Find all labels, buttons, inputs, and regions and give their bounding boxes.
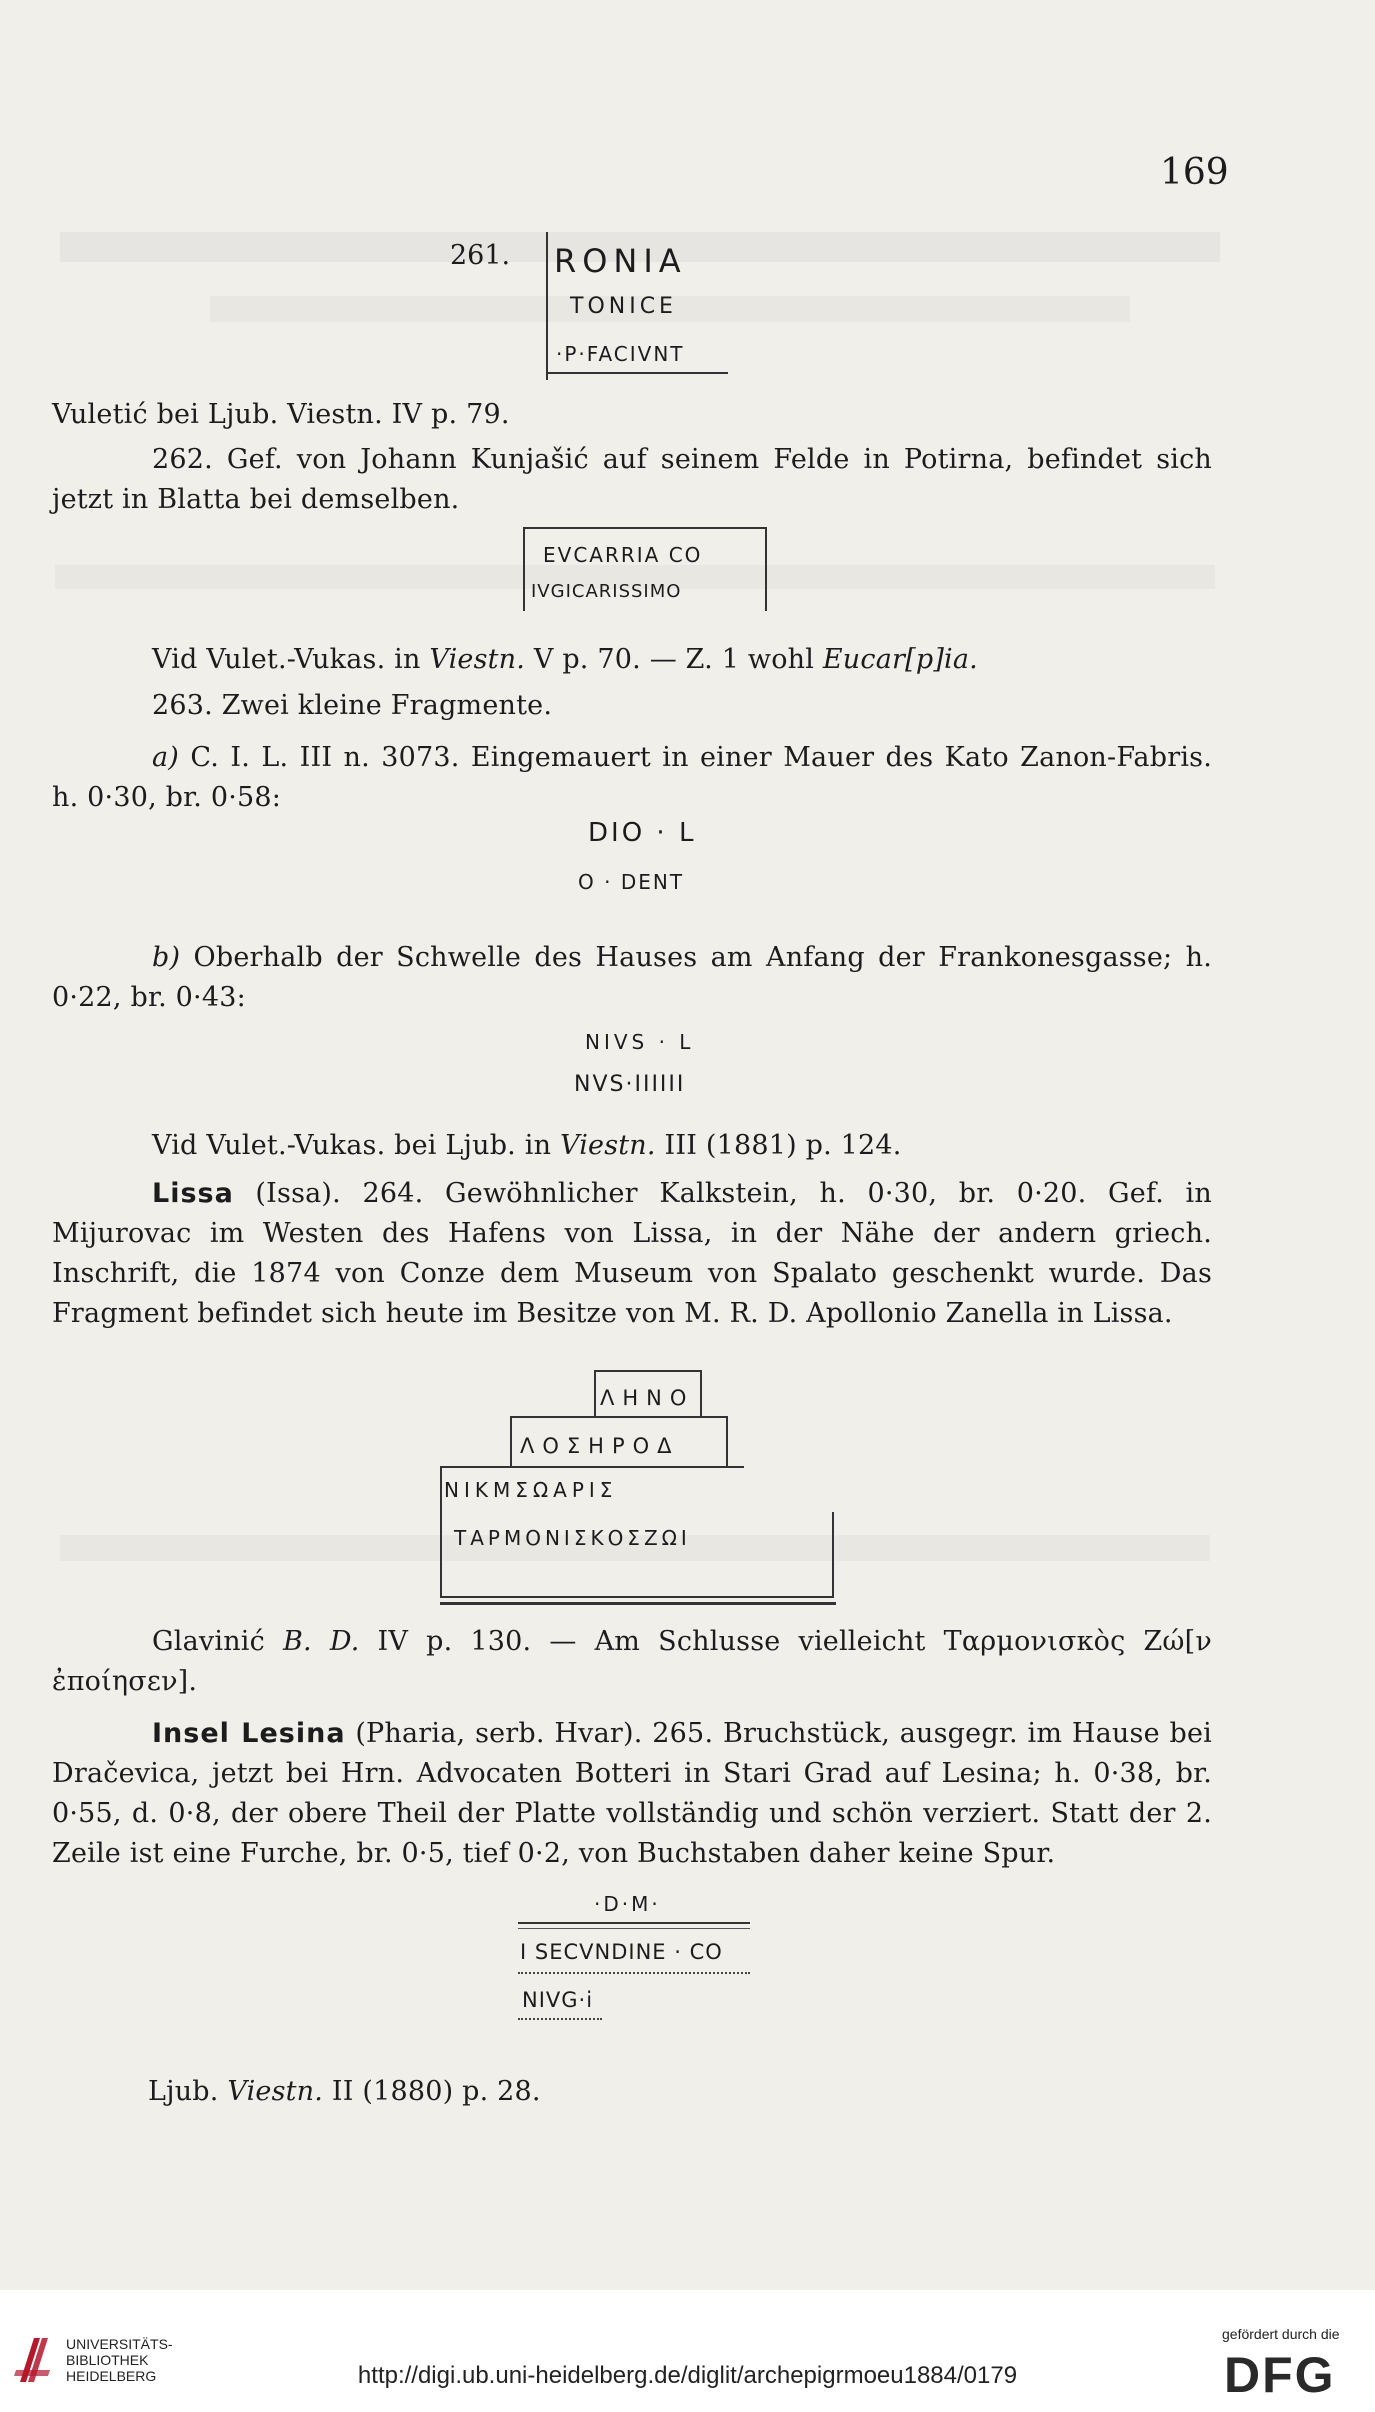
reference-262 (52, 640, 1212, 680)
inscription-263a-line2: O · DENT (578, 870, 685, 894)
ref-text: V p. 70. — Z. 1 wohl (525, 644, 823, 675)
ref-text: II (1880) p. 28. (323, 2076, 541, 2107)
reference-261: Vuletić bei Ljub. Viestn. IV p. 79. (52, 399, 510, 430)
inscription-line: NIVG·i (522, 1988, 594, 2012)
paragraph-263: 263. Zwei kleine Fragmente. (152, 690, 553, 721)
section-heading-lissa: Lissa (152, 1178, 234, 1209)
paragraph-263a (52, 738, 1212, 818)
paragraph-text: Oberhalb der Schwelle des Hauses am Anfang der Frankonesgasse; h. 0·22, br. 0·43: (52, 942, 1212, 1013)
greek-line: ΝΙΚΜΣΩΑΡΙΣ (444, 1478, 618, 1502)
paragraph-text: C. I. L. III n. 3073. Eingemauert in einer Mauer des Kato Zanon-Fabris. h. 0·30, br. 0·58: (52, 742, 1212, 813)
reference-265 (148, 2072, 1308, 2112)
inscription-rule (518, 1928, 750, 1929)
greek-line: ΤΑΡΜΟΝΙΣΚΟΣΖΩΙ (454, 1526, 691, 1550)
permalink[interactable]: http://digi.ub.uni-heidelberg.de/diglit/archepigrmoeu1884/0179 (357, 2362, 1018, 2389)
page-number: 169 (1160, 152, 1229, 193)
inscription-line: TONICE (570, 294, 677, 319)
library-name-line: UNIVERSITÄTS- (66, 2336, 173, 2352)
paragraph-262: 262. Gef. von Johann Kunjašić auf seinem Felde in Potirna, befindet sich jetzt in Blatta bei demselben. (52, 444, 1212, 515)
inscription-line: RONIA (554, 242, 687, 280)
dfg-logo: DFG (1224, 2347, 1336, 2403)
paragraph-263b (52, 938, 1212, 1018)
inscription-border (548, 372, 728, 374)
funding-note: gefördert durch die (1222, 2326, 1340, 2342)
inscription-line: EVCARRIA CO (543, 543, 703, 567)
library-name-line: HEIDELBERG (66, 2368, 157, 2384)
ref-text: Vid Vulet.-Vukas. in (152, 644, 430, 675)
item-number-261: 261. (450, 240, 511, 271)
greek-line: ΛΟΣΗΡΟΔ (520, 1434, 680, 1458)
inscription-263b-line2: NVS·IIIIII (574, 1072, 686, 1097)
inscription-line: ·P·FACIVNT (556, 342, 685, 366)
inscription-rule (518, 2018, 602, 2020)
ref-text: IV p. 130. — Am Schlusse vielleicht Ταρμονισκὸς Ζώ[ν ἐποίησεν]. (52, 1626, 1212, 1697)
paragraph-text: (Issa). 264. Gewöhnlicher Kalkstein, h. 0·30, br. 0·20. Gef. in Mijurovac im Westen des Hafens von Lissa, in der Nähe der andern griech. Inschrift, die 1874 von Conze dem Museum von Spalato geschenkt wurde. Das Fragment befindet sich heute im Besitze von M. R. D. Apollonio Zanella in Lissa. (52, 1178, 1212, 1329)
inscription-rule (518, 1922, 750, 1924)
inscription-line: ·D·M· (594, 1892, 661, 1916)
greek-inscription-264 (440, 1370, 840, 1606)
inscription-line: IVGICARISSIMO (531, 581, 682, 602)
library-name-line: BIBLIOTHEK (66, 2352, 149, 2368)
reference-263 (52, 1126, 1212, 1166)
ref-reading: Eucar[p]ia. (822, 644, 978, 675)
paragraph-264 (52, 1174, 1212, 1334)
ref-journal: B. D. (282, 1626, 360, 1657)
ref-text: III (1881) p. 124. (655, 1130, 902, 1161)
greek-line: ΛΗΝΟ (600, 1386, 695, 1410)
ref-journal: Viestn. (227, 2076, 324, 2107)
inscription-line: I SECVNDINE · CO (520, 1940, 723, 1964)
paragraph-265 (52, 1714, 1212, 1874)
section-heading-lesina: Insel Lesina (152, 1718, 346, 1749)
reference-264 (52, 1622, 1212, 1702)
inscription-262 (523, 527, 767, 611)
ref-journal: Viestn. (559, 1130, 656, 1161)
item-label: b) (152, 942, 181, 973)
viewer-footer (0, 2290, 1375, 2412)
inscription-base-line (440, 1602, 836, 1605)
ref-text: Vid Vulet.-Vukas. bei Ljub. in (152, 1130, 560, 1161)
ref-journal: Viestn. (429, 644, 526, 675)
inscription-rule (518, 1972, 750, 1974)
ref-text: Glavinić (152, 1626, 283, 1657)
inscription-263a-line1: DIO · L (588, 818, 697, 848)
ref-text: Ljub. (148, 2076, 228, 2107)
item-label: a) (152, 742, 180, 773)
inscription-border (440, 1512, 834, 1598)
inscription-263b-line1: NIVS · L (585, 1030, 695, 1054)
paragraph-text: (Pharia, serb. Hvar). 265. Bruchstück, ausgegr. im Hause bei Dračevica, jetzt bei Hrn. Advocaten Botteri in Stari Grad auf Lesina; h. 0·38, br. 0·55, d. 0·8, der obere Theil der Platte vollständig und schön verziert. Statt der 2. Zeile ist eine Furche, br. 0·5, tief 0·2, von Buchstaben daher keine Spur. (52, 1718, 1212, 1869)
inscription-261 (546, 232, 728, 380)
